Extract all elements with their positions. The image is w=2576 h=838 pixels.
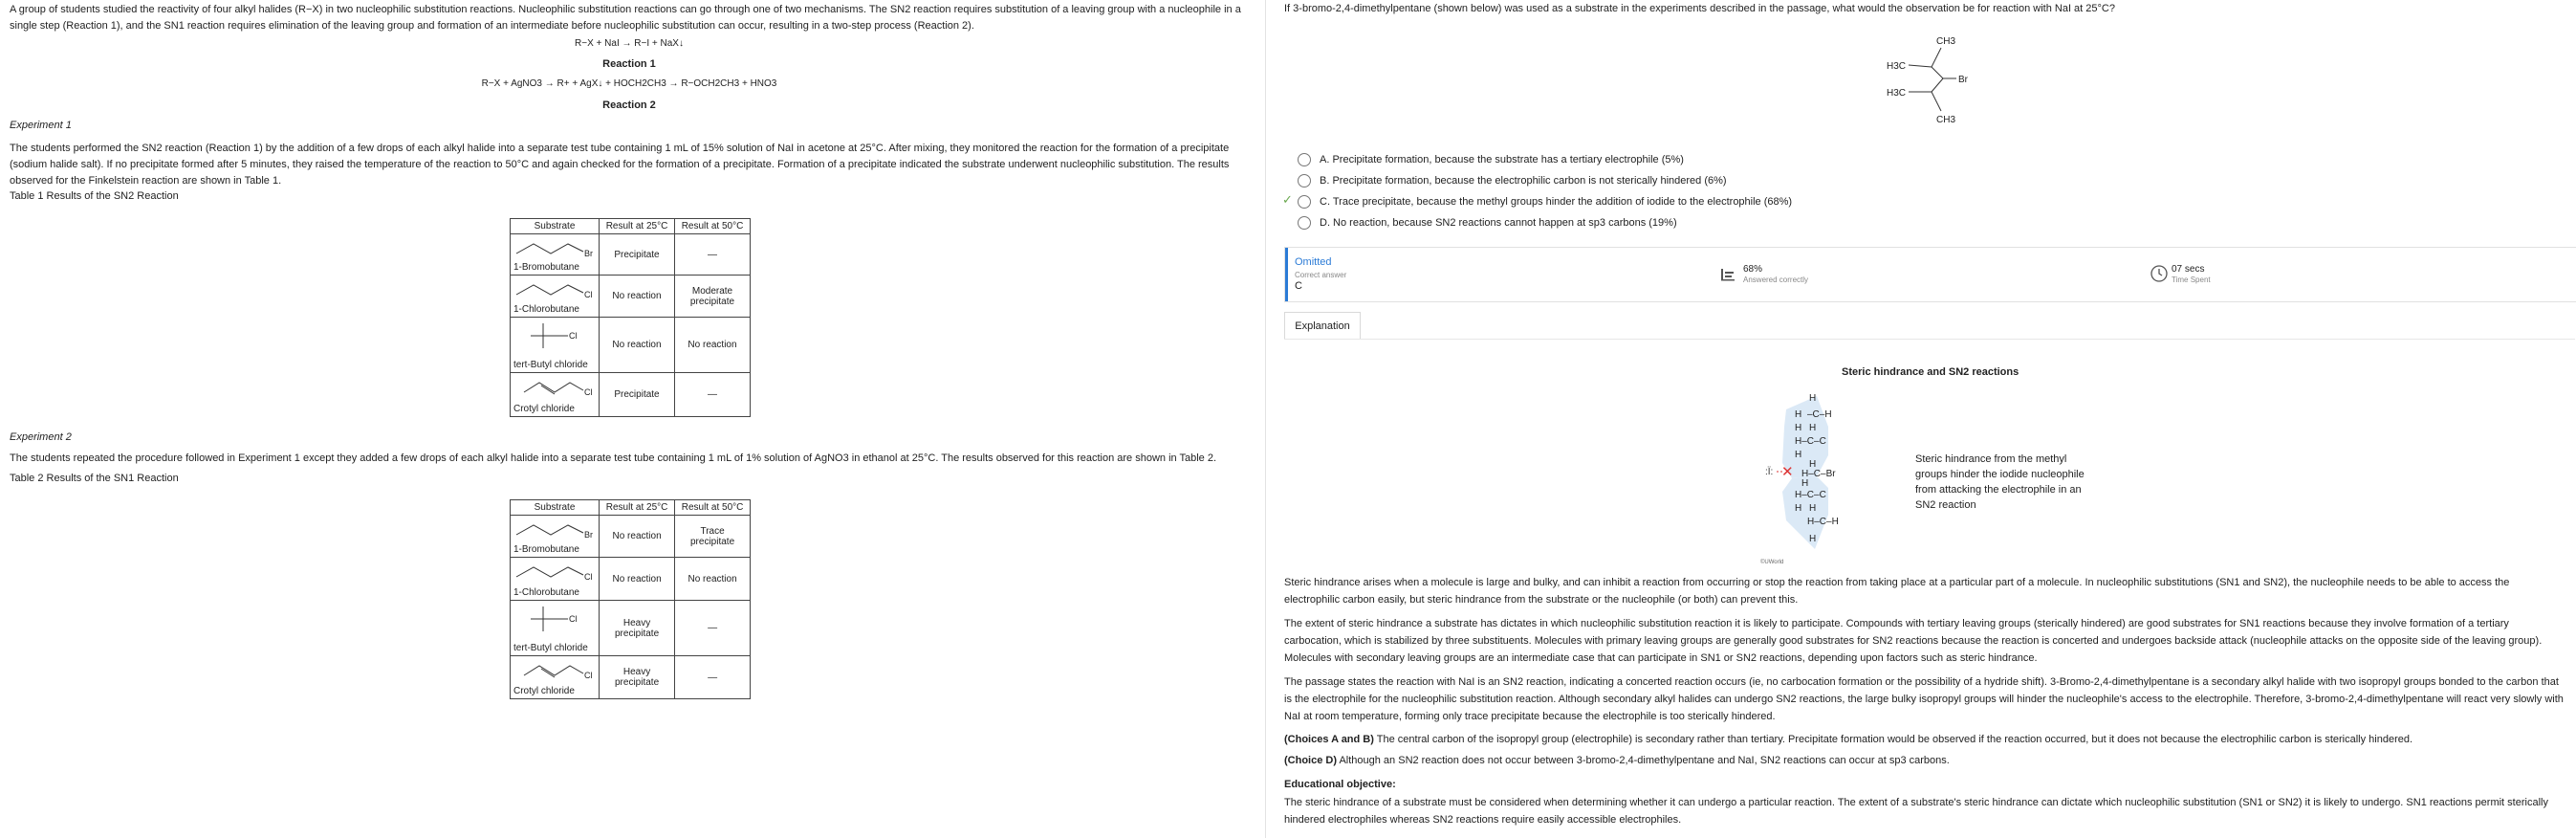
table1: [510, 218, 751, 417]
bromobutane-structure: [514, 519, 597, 540]
substrate-cell: [511, 318, 600, 373]
substrate-name: tert-Butyl chloride: [513, 360, 588, 370]
choice-b[interactable]: [1298, 172, 1727, 189]
choice-a[interactable]: [1298, 151, 1684, 168]
table-row: [511, 656, 751, 699]
svg-text:Br: Br: [584, 249, 593, 258]
table-header-25c: Result at 25°C: [600, 219, 675, 234]
result-25c: Precipitate: [600, 234, 675, 276]
substrate-name: 1-Bromobutane: [513, 262, 579, 273]
reaction2-label: Reaction 2: [602, 99, 656, 111]
substrate-name: tert-Butyl chloride: [513, 643, 588, 653]
percent-correct: 68%: [1743, 264, 1763, 275]
svg-text:Cl: Cl: [584, 387, 593, 397]
table2-title: Table 2 Results of the SN1 Reaction: [10, 473, 179, 484]
svg-text:Cl: Cl: [584, 290, 593, 299]
result-50c: —: [675, 234, 751, 276]
substrate-name: 1-Chlorobutane: [513, 587, 579, 598]
choice-text: C. Trace precipitate, because the methyl groups hinder the addition of iodide to the electrophile (68%): [1320, 196, 1793, 208]
uworld-copyright: ©UWorld: [1760, 560, 1784, 565]
explanation-paragraph-3: The passage states the reaction with NaI is an SN2 reaction, indicating a concerted reaction occurs (ie, no carbocation formation or the possibility of a hydride shift). 3-Bromo-2,4-dimethylpentane is a secondary alkyl halide with two isopropyl groups bonded to the carbon that is the electrophile for the nucleophilic substitution reaction. Although secondary alkyl halides can undergo SN2 reactions, the large bulky isopropyl groups will hinder the nucleophile's access to the electrophile. Therefore, 3-bromo-2,4-dimethylpentane will react very slowly with NaI at room temperature, forming only trace precipitate because the electrophile is too sterically hindered.: [1284, 676, 2564, 722]
table-row: [511, 558, 751, 601]
experiment2-text: The students repeated the procedure followed in Experiment 1 except they added a few drops of each alkyl halide into a separate test tube containing 1 mL of 1% solution of AgNO3 in ethanol at 25°C. The results observed for this reaction are shown in Table 2.: [10, 452, 1217, 464]
table-row: [511, 601, 751, 656]
figure-caption: Steric hindrance from the methyl groups hinder the iodide nucleophile from attacking the electrophile in an SN2 reaction: [1915, 453, 2085, 511]
table-row: [511, 276, 751, 318]
blocked-x-icon: ✕: [1781, 464, 1794, 480]
result-25c: Heavy precipitate: [600, 656, 675, 699]
educational-objective-text: The steric hindrance of a substrate must be considered when determining whether it can undergo a particular reaction. The extent of a substrate's steric hindrance can dictate which nucleophilic substitution (SN1 or SN2) it is likely to undergo. SN1 reactions permit sterically hindered electrophiles whereas SN2 reactions require easily accessible electrophiles.: [1284, 797, 2548, 826]
substrate-name: 1-Chlorobutane: [513, 304, 579, 315]
explanation-choices-ab: [1284, 731, 2565, 748]
choice-c[interactable]: [1298, 193, 1792, 210]
time-spent: 07 secs: [2172, 264, 2205, 275]
iodide-nucleophile: :Ï:: [1765, 467, 1774, 477]
correct-answer-label: Correct answer: [1295, 271, 1347, 279]
status-omitted: Omitted: [1295, 256, 1332, 268]
bar-chart-icon: [1720, 267, 1736, 282]
substrate-cell: [511, 234, 600, 276]
table-row: [511, 234, 751, 276]
figure-title: Steric hindrance and SN2 reactions: [1842, 366, 2019, 378]
pane-divider[interactable]: [1265, 0, 1266, 838]
table-header-50c: Result at 50°C: [675, 500, 751, 516]
choice-text: A. Precipitate formation, because the substrate has a tertiary electrophile (5%): [1320, 154, 1684, 165]
choice-text: D. No reaction, because SN2 reactions cannot happen at sp3 carbons (19%): [1320, 217, 1677, 229]
time-label: Time Spent: [2172, 276, 2211, 284]
substrate-cell: [511, 276, 600, 318]
svg-text:H–C–H: H–C–H: [1807, 517, 1839, 527]
choices-ab-label: (Choices A and B): [1284, 734, 1374, 745]
svg-text:H–C–C: H–C–C: [1795, 490, 1826, 500]
status-accent: [1285, 248, 1288, 301]
substrate-name: Crotyl chloride: [513, 686, 575, 696]
substrate-structure: [1884, 31, 1989, 126]
experiment1-title: Experiment 1: [10, 120, 72, 131]
result-50c: Trace precipitate: [675, 516, 751, 558]
choice-d-text: Although an SN2 reaction does not occur between 3-bromo-2,4-dimethylpentane and NaI, SN2 reactions can occur at sp3 carbons.: [1339, 755, 1950, 766]
substrate-cell: [511, 656, 600, 699]
choice-d-label: (Choice D): [1284, 755, 1337, 766]
result-50c: Moderate precipitate: [675, 276, 751, 318]
tert-butyl-structure: [514, 603, 597, 635]
percent-label: Answered correctly: [1743, 276, 1809, 284]
result-stats-bar: [1284, 247, 2576, 302]
substrate-name: 1-Bromobutane: [513, 544, 579, 555]
explanation-paragraph-2: The extent of steric hindrance a substrate has dictates in which nucleophilic substitution reaction it is likely to participate. Compounds with tertiary leaving groups (sterically hindered) are good substrates for SN1 reactions because they involve formation of a tertiary carbocation, which is stabilized by three substituents. Molecules with primary leaving groups are generally good substrates for SN2 reactions because the reaction is concerted and undergoes backside attack (nucleophile attacks on the opposite side of the leaving group). Molecules with secondary leaving groups are an intermediate case that can participate in SN1 or SN2 reactions, depending upon factors such as steric hindrance.: [1284, 618, 2543, 664]
substrate-cell: [511, 558, 600, 601]
choice-d[interactable]: [1298, 214, 1677, 232]
svg-text:H: H: [1809, 393, 1817, 404]
radio-button[interactable]: [1298, 195, 1311, 209]
tab-explanation-label: Explanation: [1295, 320, 1350, 332]
radio-button[interactable]: [1298, 174, 1311, 187]
bromobutane-structure: [514, 238, 597, 259]
tab-explanation[interactable]: [1284, 312, 1361, 340]
ch3-top-label: CH3: [1936, 36, 1956, 47]
experiment2-title: Experiment 2: [10, 431, 72, 443]
svg-text:Br: Br: [584, 530, 593, 540]
svg-text:H–C–Br: H–C–Br: [1801, 469, 1836, 479]
table-row: [511, 318, 751, 373]
table1-header: [511, 219, 751, 234]
result-25c: Precipitate: [600, 373, 675, 417]
correct-checkmark-icon: ✓: [1282, 192, 1293, 207]
tert-butyl-structure: [514, 320, 597, 352]
svg-text:H: H: [1795, 450, 1802, 460]
question-stem: If 3-bromo-2,4-dimethylpentane (shown below) was used as a substrate in the experiments described in the passage, what would the observation be for reaction with NaI at 25°C?: [1284, 3, 2115, 14]
svg-text:Cl: Cl: [569, 331, 578, 341]
table-row: [511, 516, 751, 558]
explanation-paragraph-1: Steric hindrance arises when a molecule is large and bulky, and can inhibit a reaction from occurring or stop the reaction from taking place at a particular part of a molecule. In nucleophilic substitutions (SN1 and SN2), the nucleophile needs to be able to access the electrophilic carbon easily, but steric hindrance from the substrate or the nucleophile (or both) can prevent this.: [1284, 577, 2510, 606]
result-50c: No reaction: [675, 318, 751, 373]
chlorobutane-structure: [514, 279, 597, 300]
reaction1-equation: R−X + NaI → R−I + NaX↓: [575, 38, 684, 49]
result-50c: No reaction: [675, 558, 751, 601]
svg-text:H: H: [1809, 534, 1817, 544]
result-25c: No reaction: [600, 558, 675, 601]
svg-text:–C–H: –C–H: [1807, 409, 1832, 420]
experiment1-text: The students performed the SN2 reaction (Reaction 1) by the addition of a few drops of each alkyl halide into a separate test tube containing 1 mL of 15% solution of NaI in acetone at 25°C. After mixing, they monitored the reaction for the formation of a precipitate (sodium halide salt). If no precipitate formed after 5 minutes, they raised the temperature of the reaction to 50°C and again checked for the formation of a precipitate. Formation of a precipitate indicated the substrate underwent nucleophilic substitution. The results observed for the Finkelstein reaction are shown in Table 1.: [10, 143, 1230, 187]
table-header-25c: Result at 25°C: [600, 500, 675, 516]
table-header-50c: Result at 50°C: [675, 219, 751, 234]
table-row: [511, 373, 751, 417]
svg-text:H: H: [1795, 409, 1802, 420]
result-50c: —: [675, 656, 751, 699]
result-25c: No reaction: [600, 276, 675, 318]
svg-text:Cl: Cl: [584, 572, 593, 582]
choice-text: B. Precipitate formation, because the electrophilic carbon is not sterically hindered (6%): [1320, 175, 1727, 187]
crotyl-chloride-structure: [514, 377, 597, 398]
result-25c: No reaction: [600, 318, 675, 373]
clock-icon: [2150, 265, 2168, 282]
educational-objective-label: Educational objective:: [1284, 779, 1396, 790]
passage-intro: A group of students studied the reactivity of four alkyl halides (R−X) in two nucleophilic substitution reactions. Nucleophilic substitution reactions can go through one of two mechanisms. The SN2 reaction requires substitution of a leaving group with a nucleophile in a single step (Reaction 1), and the SN1 reaction requires elimination of the leaving group and formation of an intermediate before nucleophilic substitution can occur, resulting in a two-step process (Reaction 2).: [10, 4, 1241, 32]
result-50c: —: [675, 601, 751, 656]
h3c-bottom-label: H3C: [1887, 88, 1907, 99]
explanation-choice-d: [1284, 752, 2565, 769]
h3c-top-label: H3C: [1887, 61, 1907, 72]
svg-text:H: H: [1809, 423, 1817, 433]
svg-text:H: H: [1801, 478, 1809, 489]
result-50c: —: [675, 373, 751, 417]
result-25c: No reaction: [600, 516, 675, 558]
svg-text:Cl: Cl: [584, 671, 593, 680]
br-label: Br: [1958, 75, 1968, 85]
substrate-name: Crotyl chloride: [513, 404, 575, 414]
table-header-substrate: Substrate: [511, 500, 600, 516]
svg-text:H: H: [1795, 423, 1802, 433]
reaction2-equation: R−X + AgNO3 → R+ + AgX↓ + HOCH2CH3 → R−OCH2CH3 + HNO3: [481, 78, 777, 89]
substrate-cell: [511, 373, 600, 417]
svg-text:H: H: [1795, 503, 1802, 514]
radio-button[interactable]: [1298, 153, 1311, 166]
result-25c: Heavy precipitate: [600, 601, 675, 656]
substrate-cell: [511, 601, 600, 656]
reaction1-label: Reaction 1: [602, 58, 656, 70]
table2-header: [511, 500, 751, 516]
choices-ab-text: The central carbon of the isopropyl group (electrophile) is secondary rather than tertiary. Precipitate formation would be observed if the reaction occurred, but it does not because the electrophilic carbon is sterically hindered.: [1376, 734, 2413, 745]
table-header-substrate: Substrate: [511, 219, 600, 234]
chlorobutane-structure: [514, 562, 597, 583]
radio-button[interactable]: [1298, 216, 1311, 230]
svg-text:H: H: [1809, 459, 1817, 470]
steric-hindrance-figure: [1757, 388, 1872, 556]
svg-text:Cl: Cl: [569, 614, 578, 624]
crotyl-chloride-structure: [514, 660, 597, 681]
svg-text:H: H: [1809, 503, 1817, 514]
correct-answer-value: C: [1295, 280, 1302, 292]
table1-title: Table 1 Results of the SN2 Reaction: [10, 190, 179, 202]
svg-text:H–C–C: H–C–C: [1795, 436, 1826, 447]
tab-underline: [1284, 339, 2575, 340]
substrate-cell: [511, 516, 600, 558]
table2: [510, 499, 751, 699]
ch3-bottom-label: CH3: [1936, 115, 1956, 125]
